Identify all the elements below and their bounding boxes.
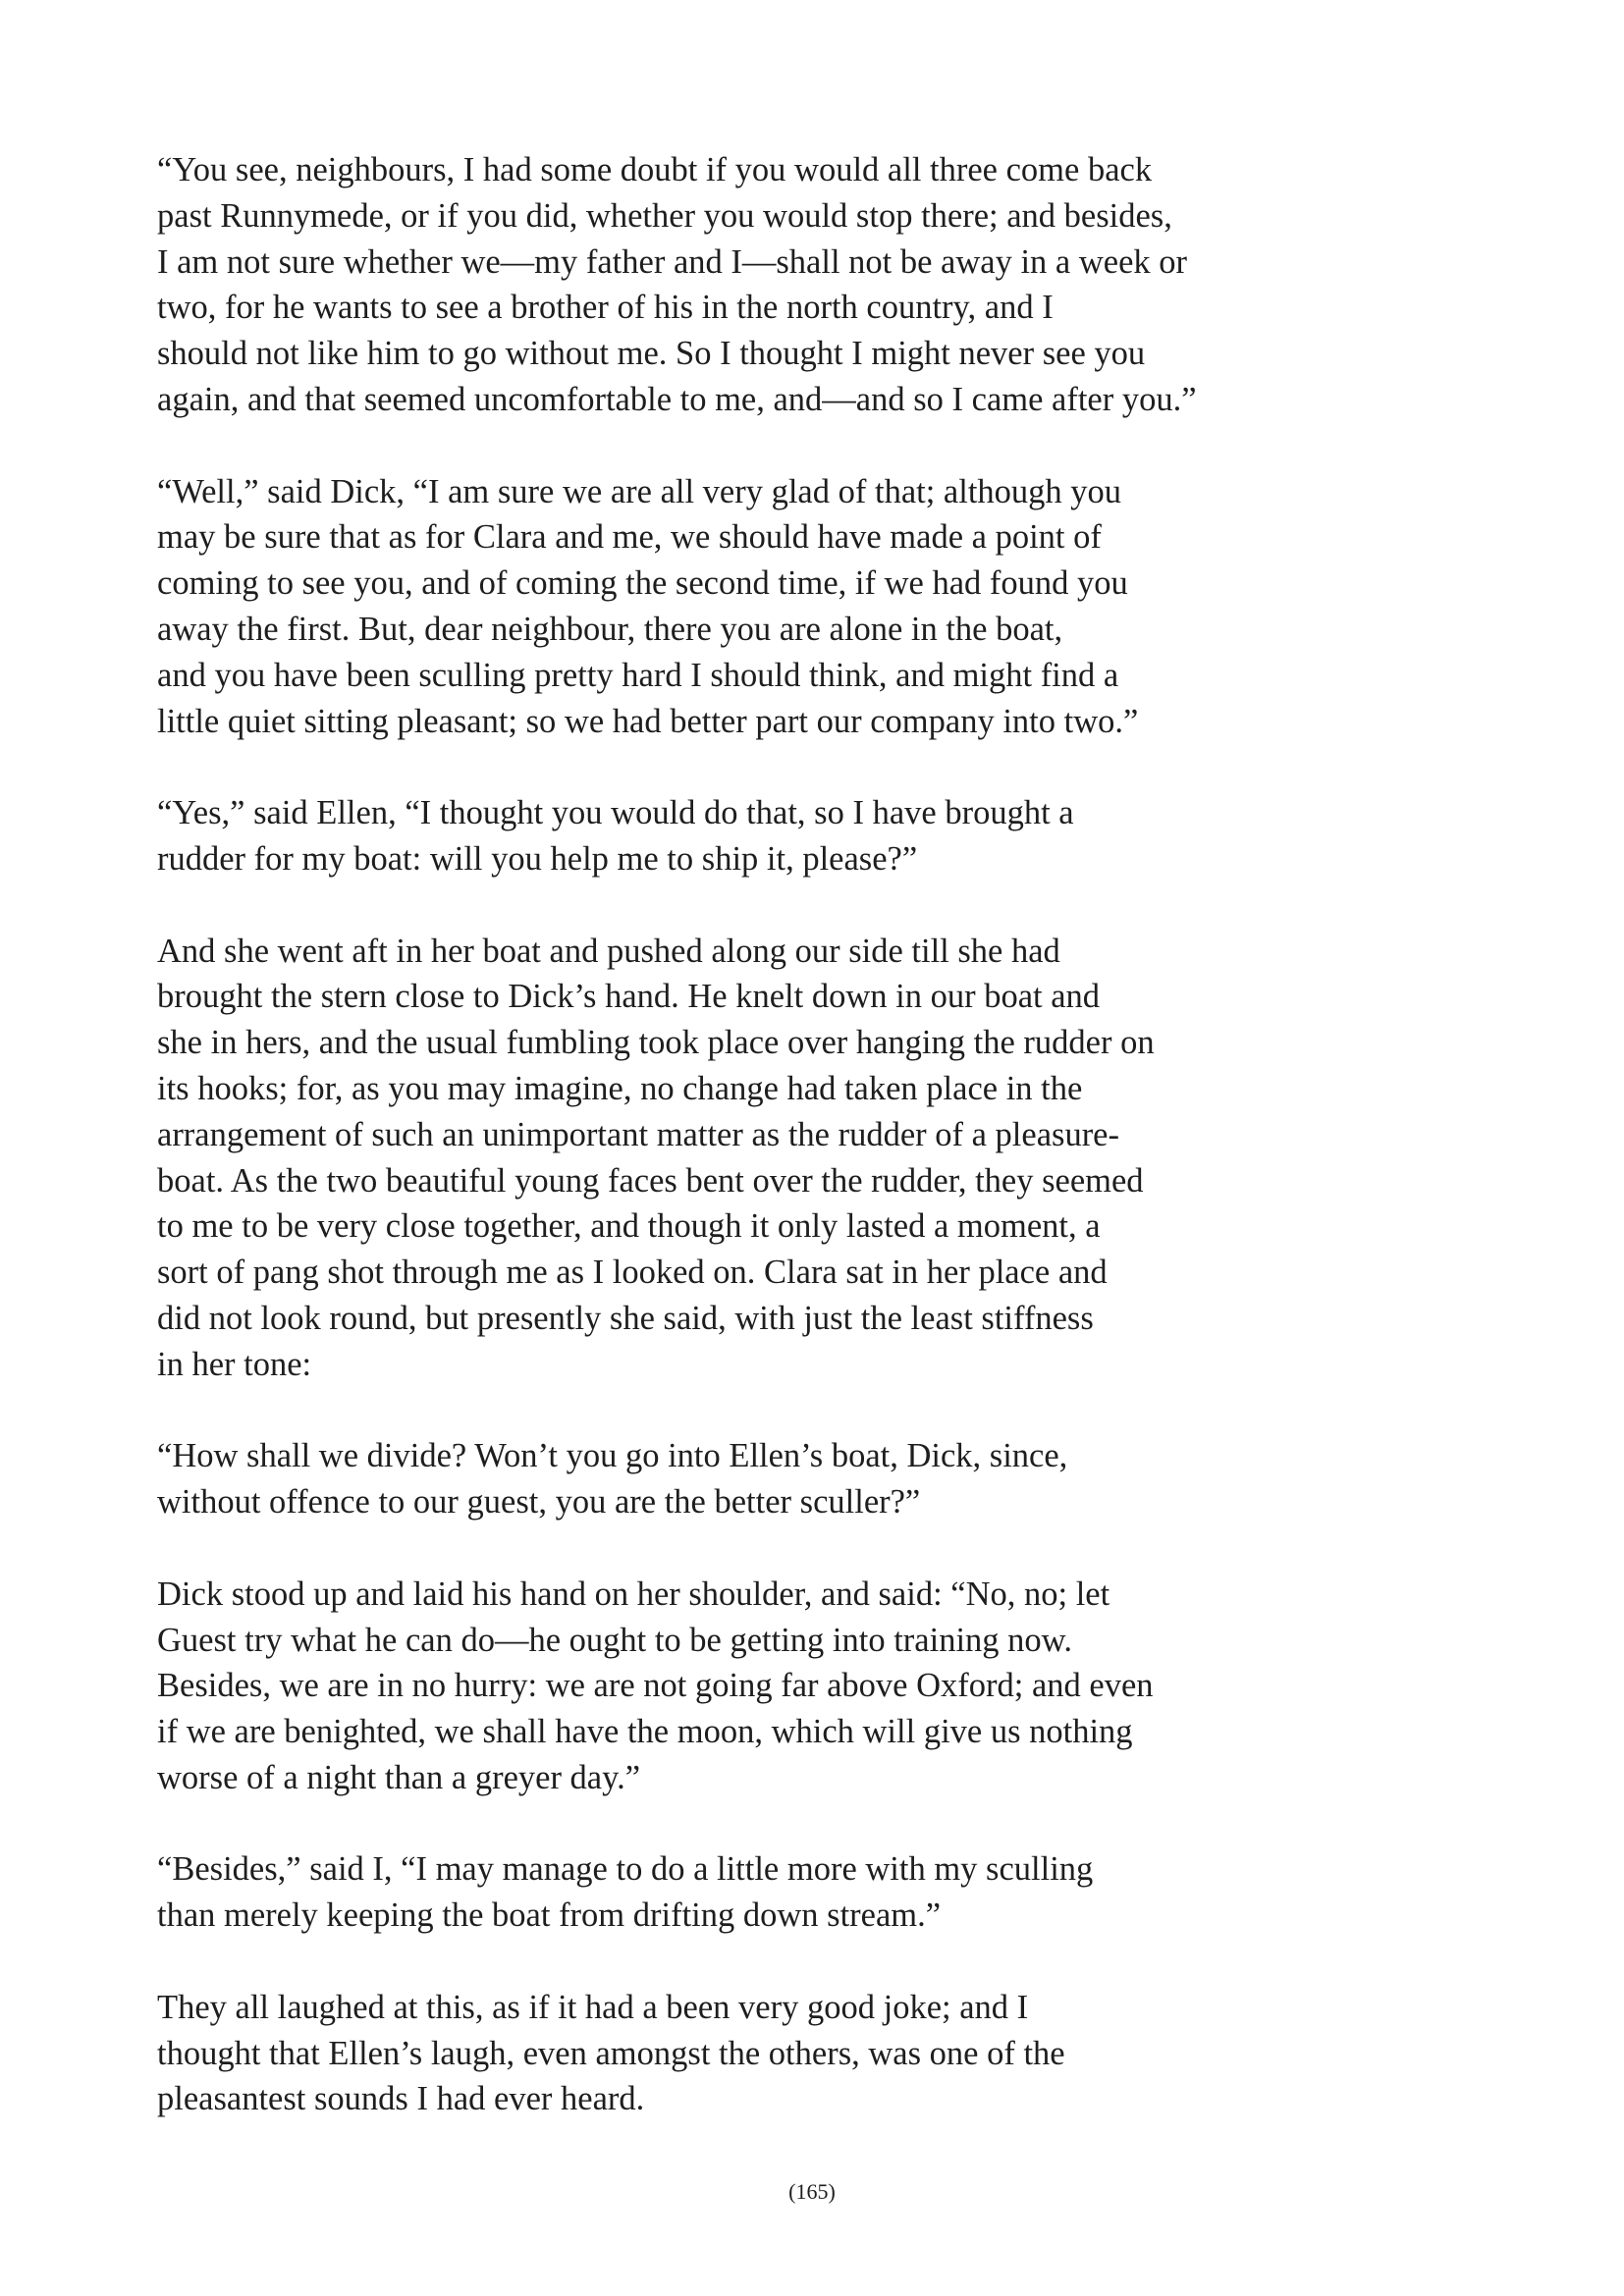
text-line: away the first. But, dear neighbour, there you are alone in the boat, (157, 610, 1063, 648)
text-line: “Yes,” said Ellen, “I thought you would do that, so I have brought a (157, 794, 1074, 832)
text-line: pleasantest sounds I had ever heard. (157, 2080, 645, 2118)
text-line: and you have been sculling pretty hard I should think, and might find a (157, 656, 1119, 694)
text-line: worse of a night than a greyer day.” (157, 1758, 641, 1796)
text-line: past Runnymede, or if you did, whether you would stop there; and besides, (157, 196, 1172, 235)
text-line: brought the stern close to Dick’s hand. He knelt down in our boat and (157, 978, 1101, 1016)
text-line: They all laughed at this, as if it had a been very good joke; and I (157, 1988, 1029, 2026)
text-line: And she went aft in her boat and pushed along our side till she had (157, 932, 1060, 970)
text-line: I am not sure whether we—my father and I—shall not be away in a week or (157, 242, 1188, 281)
text-line: she in hers, and the usual fumbling took place over hanging the rudder on (157, 1024, 1155, 1062)
paragraph-6 (157, 1572, 1532, 1801)
text-line: Guest try what he can do—he ought to be getting into training now. (157, 1621, 1072, 1659)
text-line: coming to see you, and of coming the second time, if we had found you (157, 564, 1128, 603)
paragraph-5 (157, 1433, 1532, 1525)
paragraph-1 (157, 147, 1532, 423)
text-line: “Besides,” said I, “I may manage to do a little more with my sculling (157, 1850, 1094, 1889)
page-number: (165) (788, 2179, 836, 2204)
text-line: Dick stood up and laid his hand on her shoulder, and said: “No, no; let (157, 1575, 1110, 1613)
text-line: Besides, we are in no hurry: we are not going far above Oxford; and even (157, 1667, 1154, 1705)
paragraph-7 (157, 1846, 1532, 1939)
text-line: may be sure that as for Clara and me, we should have made a point of (157, 518, 1102, 557)
paragraph-3 (157, 790, 1532, 882)
text-line: than merely keeping the boat from drifting down stream.” (157, 1896, 942, 1935)
text-line: again, and that seemed uncomfortable to me, and—and so I came after you.” (157, 380, 1197, 418)
text-line: without offence to our guest, you are the better sculler?” (157, 1483, 921, 1522)
text-line: little quiet sitting pleasant; so we had better part our company into two.” (157, 702, 1139, 740)
text-line: “How shall we divide? Won’t you go into Ellen’s boat, Dick, since, (157, 1437, 1068, 1475)
text-line: to me to be very close together, and though it only lasted a moment, a (157, 1207, 1101, 1246)
paragraph-4 (157, 929, 1532, 1388)
text-line: sort of pang shot through me as I looked on. Clara sat in her place and (157, 1254, 1108, 1292)
text-line: arrangement of such an unimportant matter as the rudder of a pleasure- (157, 1115, 1119, 1153)
text-line: boat. As the two beautiful young faces bent over the rudder, they seemed (157, 1161, 1144, 1200)
text-line: rudder for my boat: will you help me to ship it, please?” (157, 839, 918, 878)
text-line: should not like him to go without me. So I thought I might never see you (157, 335, 1146, 373)
paragraph-8 (157, 1985, 1532, 2122)
text-line: if we are benighted, we shall have the moon, which will give us nothing (157, 1713, 1133, 1751)
text-line: “Well,” said Dick, “I am sure we are all very glad of that; although you (157, 472, 1122, 510)
text-line: in her tone: (157, 1345, 312, 1383)
text-line: “You see, neighbours, I had some doubt if you would all three come back (157, 151, 1153, 188)
text-line: thought that Ellen’s laugh, even amongst the others, was one of the (157, 2034, 1065, 2072)
text-line: two, for he wants to see a brother of his in the north country, and I (157, 289, 1054, 327)
body-text (157, 147, 1532, 2168)
text-line: did not look round, but presently she said, with just the least stiffness (157, 1299, 1094, 1337)
paragraph-2 (157, 469, 1532, 745)
text-line: its hooks; for, as you may imagine, no change had taken place in the (157, 1069, 1083, 1107)
